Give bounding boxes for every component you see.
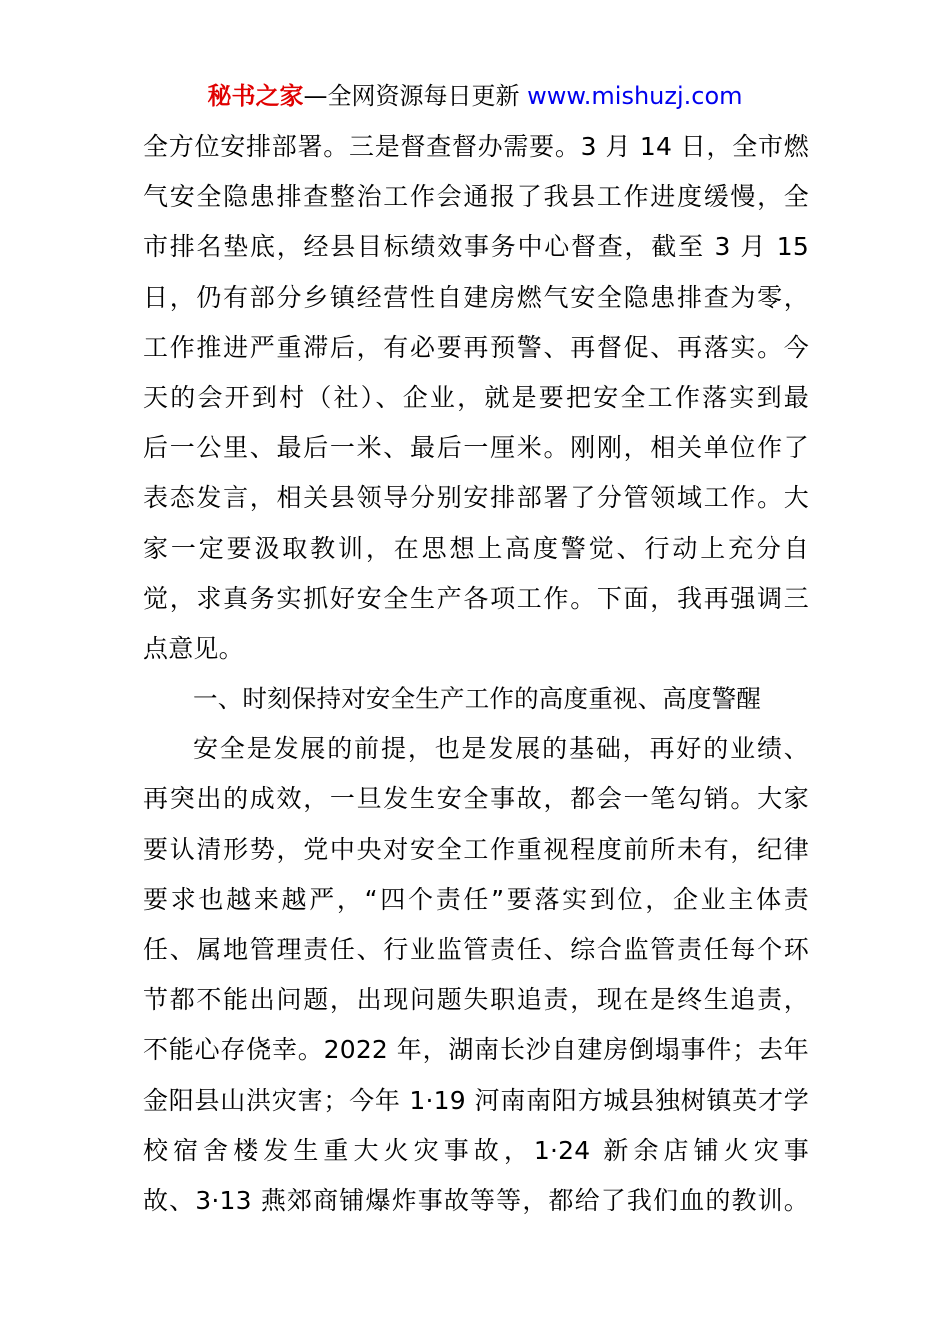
body-line: 工作推进严重滞后，有必要再预警、再督促、再落实。今 [143, 332, 809, 362]
body-line: 再突出的成效，一旦发生安全事故，都会一笔勾销。大家 [143, 784, 809, 814]
body-line: 节都不能出问题，出现问题失职追责，现在是终生追责， [143, 985, 809, 1015]
body-line: 觉，求真务实抓好安全生产各项工作。下面，我再强调三 [143, 583, 809, 613]
body-line: 安全是发展的前提，也是发展的基础，再好的业绩、 [193, 734, 809, 764]
body-line: 校宿舍楼发生重大火灾事故，1·24 新余店铺火灾事 [143, 1135, 809, 1165]
body-line: 日，仍有部分乡镇经营性自建房燃气安全隐患排查为零， [143, 282, 809, 312]
document-body [143, 122, 809, 1226]
body-line: 要认清形势，党中央对安全工作重视程度前所未有，纪律 [143, 834, 809, 864]
site-tagline: —全网资源每日更新 [303, 82, 520, 110]
body-line: 不能心存侥幸。2022 年，湖南长沙自建房倒塌事件；去年 [143, 1035, 809, 1065]
body-line: 市排名垫底，经县目标绩效事务中心督查，截至 3 月 15 [143, 232, 809, 262]
body-line: 金阳县山洪灾害；今年 1·19 河南南阳方城县独树镇英才学 [143, 1085, 809, 1115]
body-line: 后一公里、最后一米、最后一厘米。刚刚，相关单位作了 [143, 433, 809, 463]
body-line: 要求也越来越严，“四个责任”要落实到位，企业主体责 [143, 884, 809, 914]
body-line: 表态发言，相关县领导分别安排部署了分管领域工作。大 [143, 483, 809, 513]
site-header [0, 80, 950, 112]
body-line: 气安全隐患排查整治工作会通报了我县工作进度缓慢，全 [143, 182, 809, 212]
body-line: 天的会开到村（社）、企业，就是要把安全工作落实到最 [143, 382, 809, 412]
body-line: 任、属地管理责任、行业监管责任、综合监管责任每个环 [143, 935, 809, 964]
body-line: 故、3·13 燕郊商铺爆炸事故等等，都给了我们血的教训。 [143, 1185, 809, 1215]
section-heading: 一、时刻保持对安全生产工作的高度重视、高度警醒 [193, 684, 762, 714]
body-line: 家一定要汲取教训，在思想上高度警觉、行动上充分自 [143, 533, 809, 563]
site-brand: 秘书之家 [207, 82, 304, 110]
site-url-link[interactable]: www.mishuzj.com [527, 82, 743, 110]
body-line: 全方位安排部署。三是督查督办需要。3 月 14 日，全市燃 [143, 132, 809, 161]
body-line: 点意见。 [143, 633, 244, 663]
